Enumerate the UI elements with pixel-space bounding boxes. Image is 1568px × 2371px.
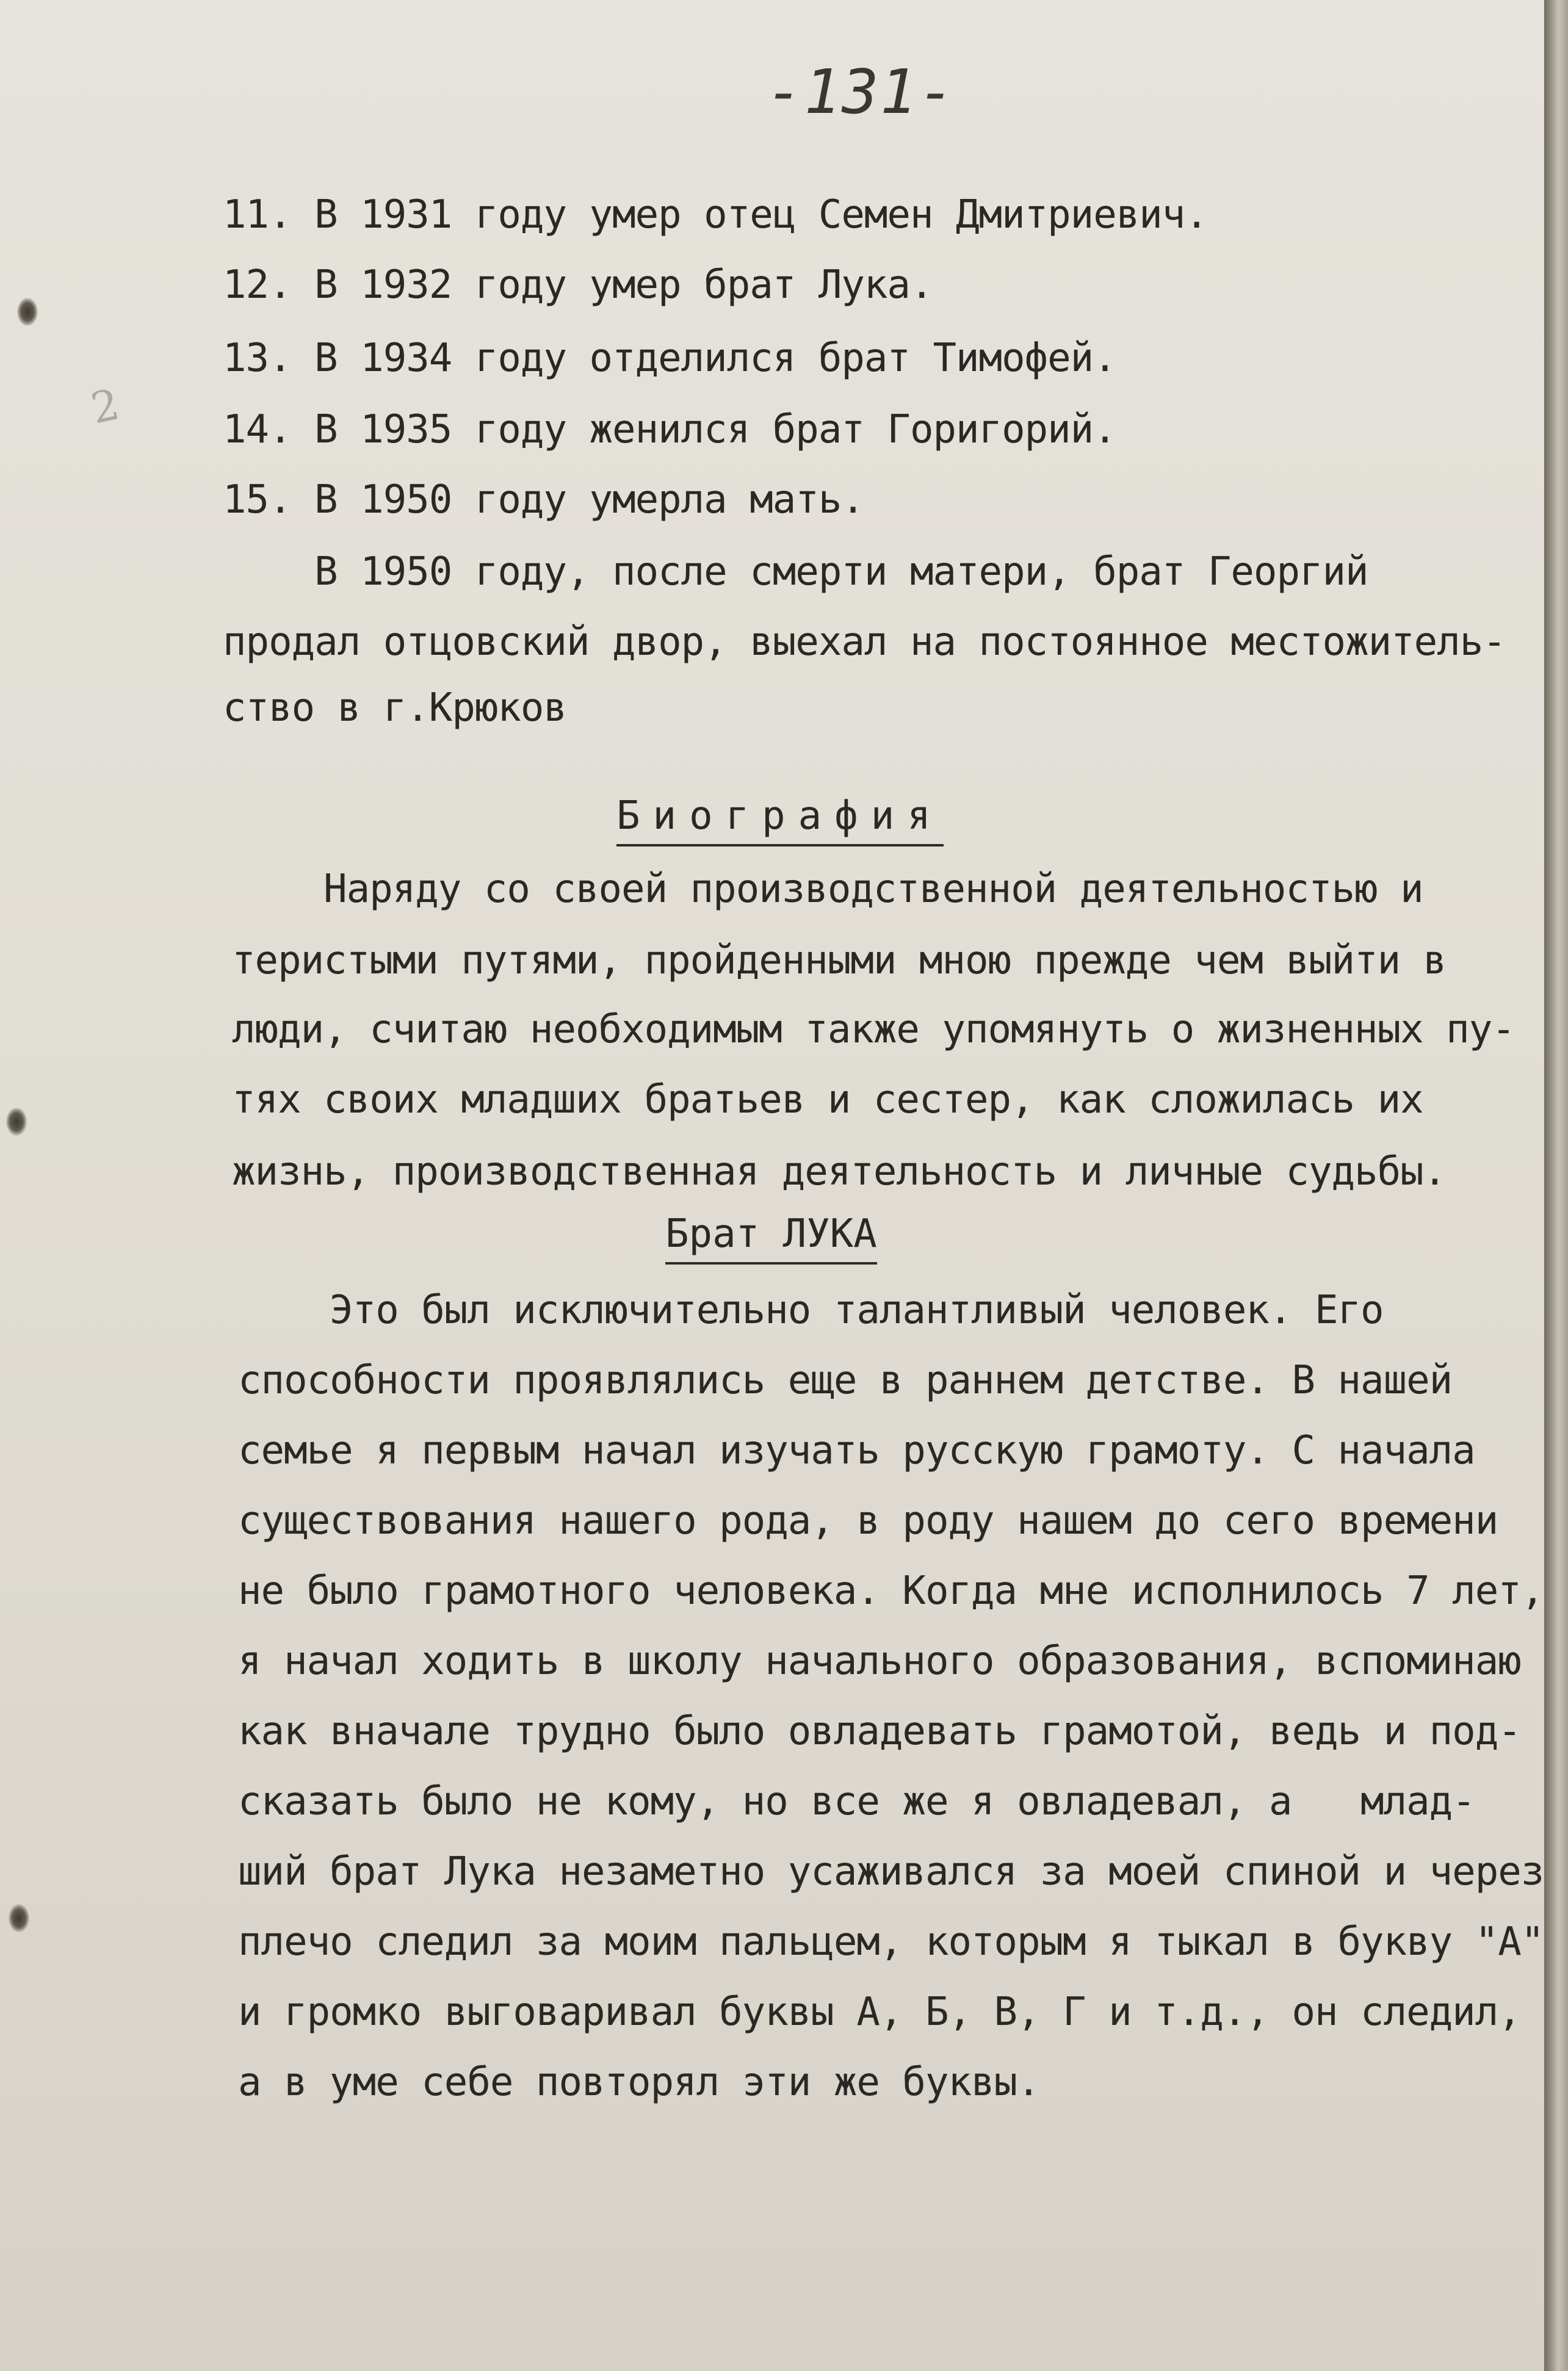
paragraph-line: я начал ходить в школу начального образования, вспоминаю: [238, 1639, 1521, 1684]
margin-pencil-note: 2: [86, 379, 124, 434]
section-heading-biography: Биография: [616, 796, 944, 846]
paragraph-line: жизнь, производственная деятельность и личные судьбы.: [232, 1149, 1447, 1194]
list-item: 15. В 1950 году умерла мать.: [223, 477, 864, 522]
paragraph-line: продал отцовский двор, выехал на постоянное местожитель-: [223, 619, 1506, 665]
paragraph-line: не было грамотного человека. Когда мне исполнилось 7 лет,: [238, 1568, 1544, 1614]
section-heading-luka: Брат ЛУКА: [665, 1214, 877, 1265]
paragraph-line: люди, считаю необходимым также упомянуть о жизненных пу-: [232, 1007, 1515, 1052]
list-item: 11. В 1931 году умер отец Семен Дмитриевич.: [223, 192, 1208, 237]
paragraph-line: а в уме себе повторял эти же буквы.: [238, 2060, 1040, 2105]
page-number: -131-: [766, 56, 956, 128]
paragraph-line: существования нашего рода, в роду нашем до сего времени: [238, 1498, 1498, 1543]
paragraph-line: плечо следил за моим пальцем, которым я тыкал в букву "А": [238, 1919, 1544, 1965]
paragraph-line: теристыми путями, пройденными мною прежде чем выйти в: [232, 938, 1447, 983]
paragraph-line: ство в г.Крюков: [223, 685, 566, 731]
paragraph-line: Это был исключительно талантливый человек. Его: [238, 1288, 1384, 1333]
paragraph-line: как вначале трудно было овладевать грамотой, ведь и под-: [238, 1709, 1521, 1754]
binder-hole: [6, 1108, 27, 1136]
paragraph-line: и громко выговаривал буквы А, Б, В, Г и т.д., он следил,: [238, 1990, 1521, 2035]
page-edge-shadow: [1544, 0, 1568, 2371]
paragraph-line: ший брат Лука незаметно усаживался за моей спиной и через: [238, 1849, 1544, 1894]
paragraph-line: Наряду со своей производственной деятельностью и: [232, 867, 1423, 912]
paragraph-line: тях своих младших братьев и сестер, как сложилась их: [232, 1077, 1423, 1122]
paragraph-line: сказать было не кому, но все же я овладевал, а млад-: [238, 1779, 1475, 1824]
paragraph-line: способности проявлялись еще в раннем детстве. В нашей: [238, 1358, 1453, 1403]
binder-hole: [9, 1904, 29, 1932]
list-item: 14. В 1935 году женился брат Горигорий.: [223, 407, 1116, 452]
list-item: 12. В 1932 году умер брат Лука.: [223, 262, 933, 308]
binder-hole: [17, 298, 38, 326]
paragraph-line: семье я первым начал изучать русскую грамоту. С начала: [238, 1428, 1475, 1473]
list-item: 13. В 1934 году отделился брат Тимофей.: [223, 336, 1116, 381]
paragraph-line: В 1950 году, после смерти матери, брат Георгий: [223, 549, 1368, 594]
